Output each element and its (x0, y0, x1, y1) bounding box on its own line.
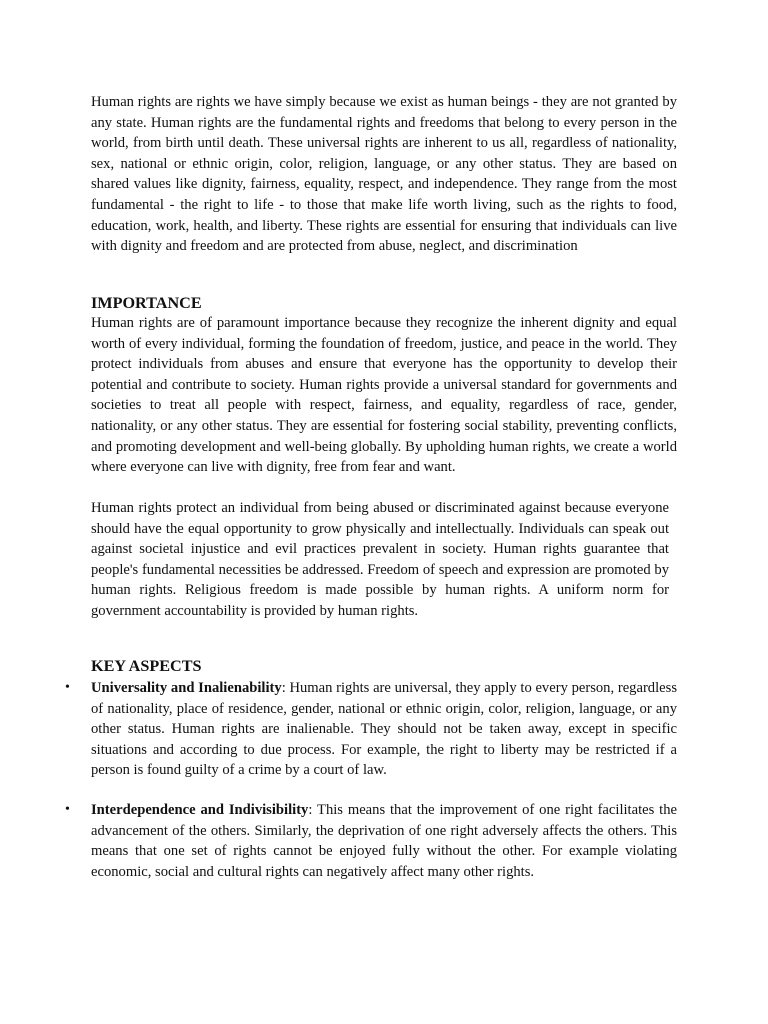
list-item (91, 678, 677, 781)
list-item-term: Interdependence and Indivisibility (91, 802, 309, 818)
intro-paragraph: Human rights are rights we have simply because we exist as human beings - they are not granted by any state. Human rights are the fundamental rights and freedoms that belong to every person in the world, from birth until death. These universal rights are inherent to us all, regardless of nationality, sex, national or ethnic origin, color, religion, language, or any other status. They are based on shared values like dignity, fairness, equality, respect, and independence. They range from the most fundamental - the right to life - to those that make life worth living, such as the rights to food, education, work, health, and liberty. These rights are essential for ensuring that individuals can live with dignity and freedom and are protected from abuse, neglect, and discrimination (91, 94, 677, 255)
bullet-icon: • (65, 680, 70, 695)
importance-paragraph-1: Human rights are of paramount importance because they recognize the inherent dignity and equal worth of every individual, forming the foundation of freedom, justice, and peace in the world. They protect individuals from abuses and ensure that everyone has the opportunity to develop their potential and contribute to society. Human rights provide a universal standard for governments and societies to treat all people with respect, fairness, and equality, regardless of race, gender, nationality, or any other status. They are essential for fostering social stability, preventing conflicts, and promoting development and well-being globally. By upholding human rights, we create a world where everyone can live with dignity, free from fear and want. (91, 315, 677, 476)
bullet-icon: • (65, 802, 70, 817)
list-item-text: : Human rights are universal, they apply to every person, regardless of nationality, place of residence, gender, national or ethnic origin, color, religion, language, or any other status. Human rights are inalienable. They should not be taken away, except in specific situations and according to due process. For example, the right to liberty may be restricted if a person is found guilty of a crime by a court of law. (91, 680, 677, 779)
importance-paragraph-2: Human rights protect an individual from being abused or discriminated against because everyone should have the equal opportunity to grow physically and intellectually. Individuals can speak out against societal injustice and evil practices prevalent in society. Human rights guarantee that people's fundamental necessities be addressed. Freedom of speech and expression are promoted by human rights. Religious freedom is made possible by human rights. A uniform norm for government accountability is provided by human rights. (91, 500, 669, 619)
key-aspects-heading: KEY ASPECTS (91, 657, 202, 675)
importance-heading: IMPORTANCE (91, 294, 202, 312)
list-item (91, 800, 677, 882)
list-item-term: Universality and Inalienability (91, 680, 282, 696)
list-item-text: : This means that the improvement of one right facilitates the advancement of the others. Similarly, the deprivation of one right adversely affects the others. This means that one set of rights cannot be enjoyed fully without the other. For example violating economic, social and cultural rights can negatively affect many other rights. (91, 802, 677, 880)
